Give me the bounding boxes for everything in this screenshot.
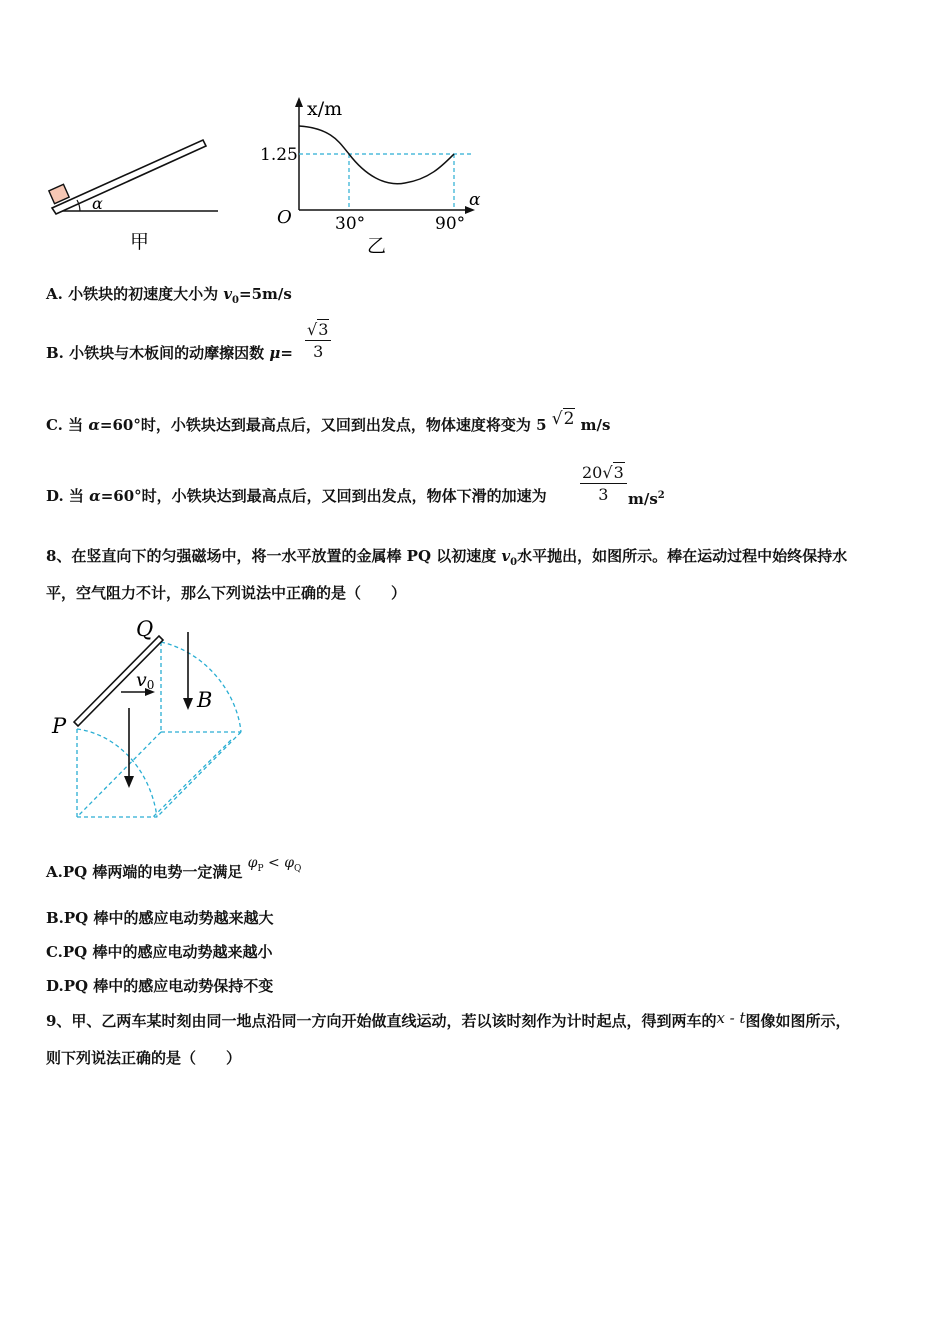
b-denominator: 3	[313, 342, 324, 361]
x-axis-label: α	[469, 190, 481, 210]
fraction-sqrt3-over-3: $\frac{√3}{3}$	[303, 320, 333, 363]
q8-option-a-text: A.PQ 棒两端的电势一定满足	[46, 863, 243, 881]
b-radicand: 3	[318, 320, 329, 339]
q9-text-b: 图像如图所示，	[745, 1012, 851, 1030]
option-d-text: =60°时，小铁块达到最高点后，又回到出发点，物体下滑的加速为	[100, 487, 547, 505]
v-subscript: 0	[232, 295, 239, 306]
phi-q: φ	[284, 855, 294, 871]
mu-symbol: μ	[269, 344, 281, 362]
alpha-label: α	[92, 194, 103, 213]
c-radicand: 2	[563, 409, 575, 429]
option-c-prefix: C. 当	[46, 416, 89, 434]
q8-stem-line2: 平，空气阻力不计，那么下列说法中正确的是（ ）	[46, 584, 407, 602]
y-tick-label: 1.25	[260, 145, 298, 165]
d-unit-text: m/s	[628, 490, 658, 508]
label-v0: v0	[136, 669, 155, 692]
figure-yi-caption: 乙	[367, 235, 387, 257]
q9-stem-line1	[46, 1011, 851, 1031]
board	[52, 140, 206, 214]
q8-option-d: D.PQ 棒中的感应电动势保持不变	[46, 977, 274, 995]
alpha-symbol-d: α	[89, 487, 101, 505]
label-b: B	[197, 688, 213, 712]
d-unit	[628, 486, 665, 509]
field-arrowhead-right	[183, 698, 193, 710]
v-symbol: v	[223, 285, 233, 303]
option-d	[46, 486, 547, 506]
d-radicand: 3	[613, 463, 624, 482]
d-denominator: 3	[598, 485, 609, 504]
phi-p: φ	[247, 855, 258, 871]
label-q: Q	[136, 617, 154, 641]
option-c: C. 当 α=60°时，小铁块达到最高点后，又回到出发点，物体速度将变为 5 √2 m/s	[46, 409, 611, 434]
origin-label: O	[277, 207, 292, 228]
alpha-symbol: α	[88, 416, 100, 434]
q8-option-a	[46, 855, 302, 889]
d-num-coef: 20	[582, 463, 603, 482]
equals-sign: =	[280, 344, 293, 362]
x-tick-30: 30°	[335, 214, 366, 234]
option-a-value: =5m/s	[239, 285, 292, 303]
y-axis-arrow	[295, 97, 303, 107]
q8-option-b: B.PQ 棒中的感应电动势越来越大	[46, 909, 274, 927]
option-d-prefix: D. 当	[46, 487, 90, 505]
option-b	[46, 343, 293, 363]
q8-v-symbol: v	[501, 547, 511, 565]
phi-p-sub: P	[257, 863, 264, 874]
x-tick-90: 90°	[435, 214, 466, 234]
option-a-text: A. 小铁块的初速度大小为	[46, 285, 224, 303]
iron-block	[49, 184, 69, 203]
dashed-trajectory-box	[77, 642, 241, 817]
option-a	[46, 284, 292, 311]
c-coefficient: 5	[536, 416, 547, 434]
q9-stem-line2: 则下列说法正确的是（ ）	[46, 1049, 242, 1067]
x-alpha-graph	[255, 95, 495, 260]
y-axis-label: x/m	[307, 98, 343, 120]
fraction-20sqrt3-over-3: $\frac{20√3}{3}$	[578, 463, 629, 506]
label-p: P	[52, 714, 67, 738]
q8-option-c: C.PQ 棒中的感应电动势越来越小	[46, 943, 273, 961]
q8-text-a: 8、在竖直向下的匀强磁场中，将一水平放置的金属棒 PQ 以初速度	[46, 547, 502, 565]
option-b-text: B. 小铁块与木板间的动摩擦因数	[46, 344, 270, 362]
field-arrowhead-left	[124, 776, 134, 788]
figure-jia-caption: 甲	[130, 231, 150, 253]
q9-xt: x - t	[716, 1009, 746, 1027]
q8-text-b: 水平抛出，如图所示。棒在运动过程中始终保持水	[517, 547, 848, 565]
q8-v-subscript: 0	[510, 557, 518, 568]
c-unit: m/s	[580, 416, 611, 434]
incline-figure	[40, 130, 230, 255]
magnetic-field-figure	[45, 612, 255, 827]
option-c-text: =60°时，小铁块达到最高点后，又回到出发点，物体速度将变为	[99, 416, 537, 434]
q9-text-a: 9、甲、乙两车某时刻由同一地点沿同一方向开始做直线运动，若以该时刻作为计时起点，得到两车的	[46, 1012, 717, 1030]
x-alpha-curve	[299, 126, 454, 184]
d-unit-sup: 2	[657, 490, 665, 501]
phi-q-sub: Q	[294, 863, 302, 874]
q8-stem-line1	[46, 546, 847, 573]
less-than: <	[268, 855, 280, 871]
